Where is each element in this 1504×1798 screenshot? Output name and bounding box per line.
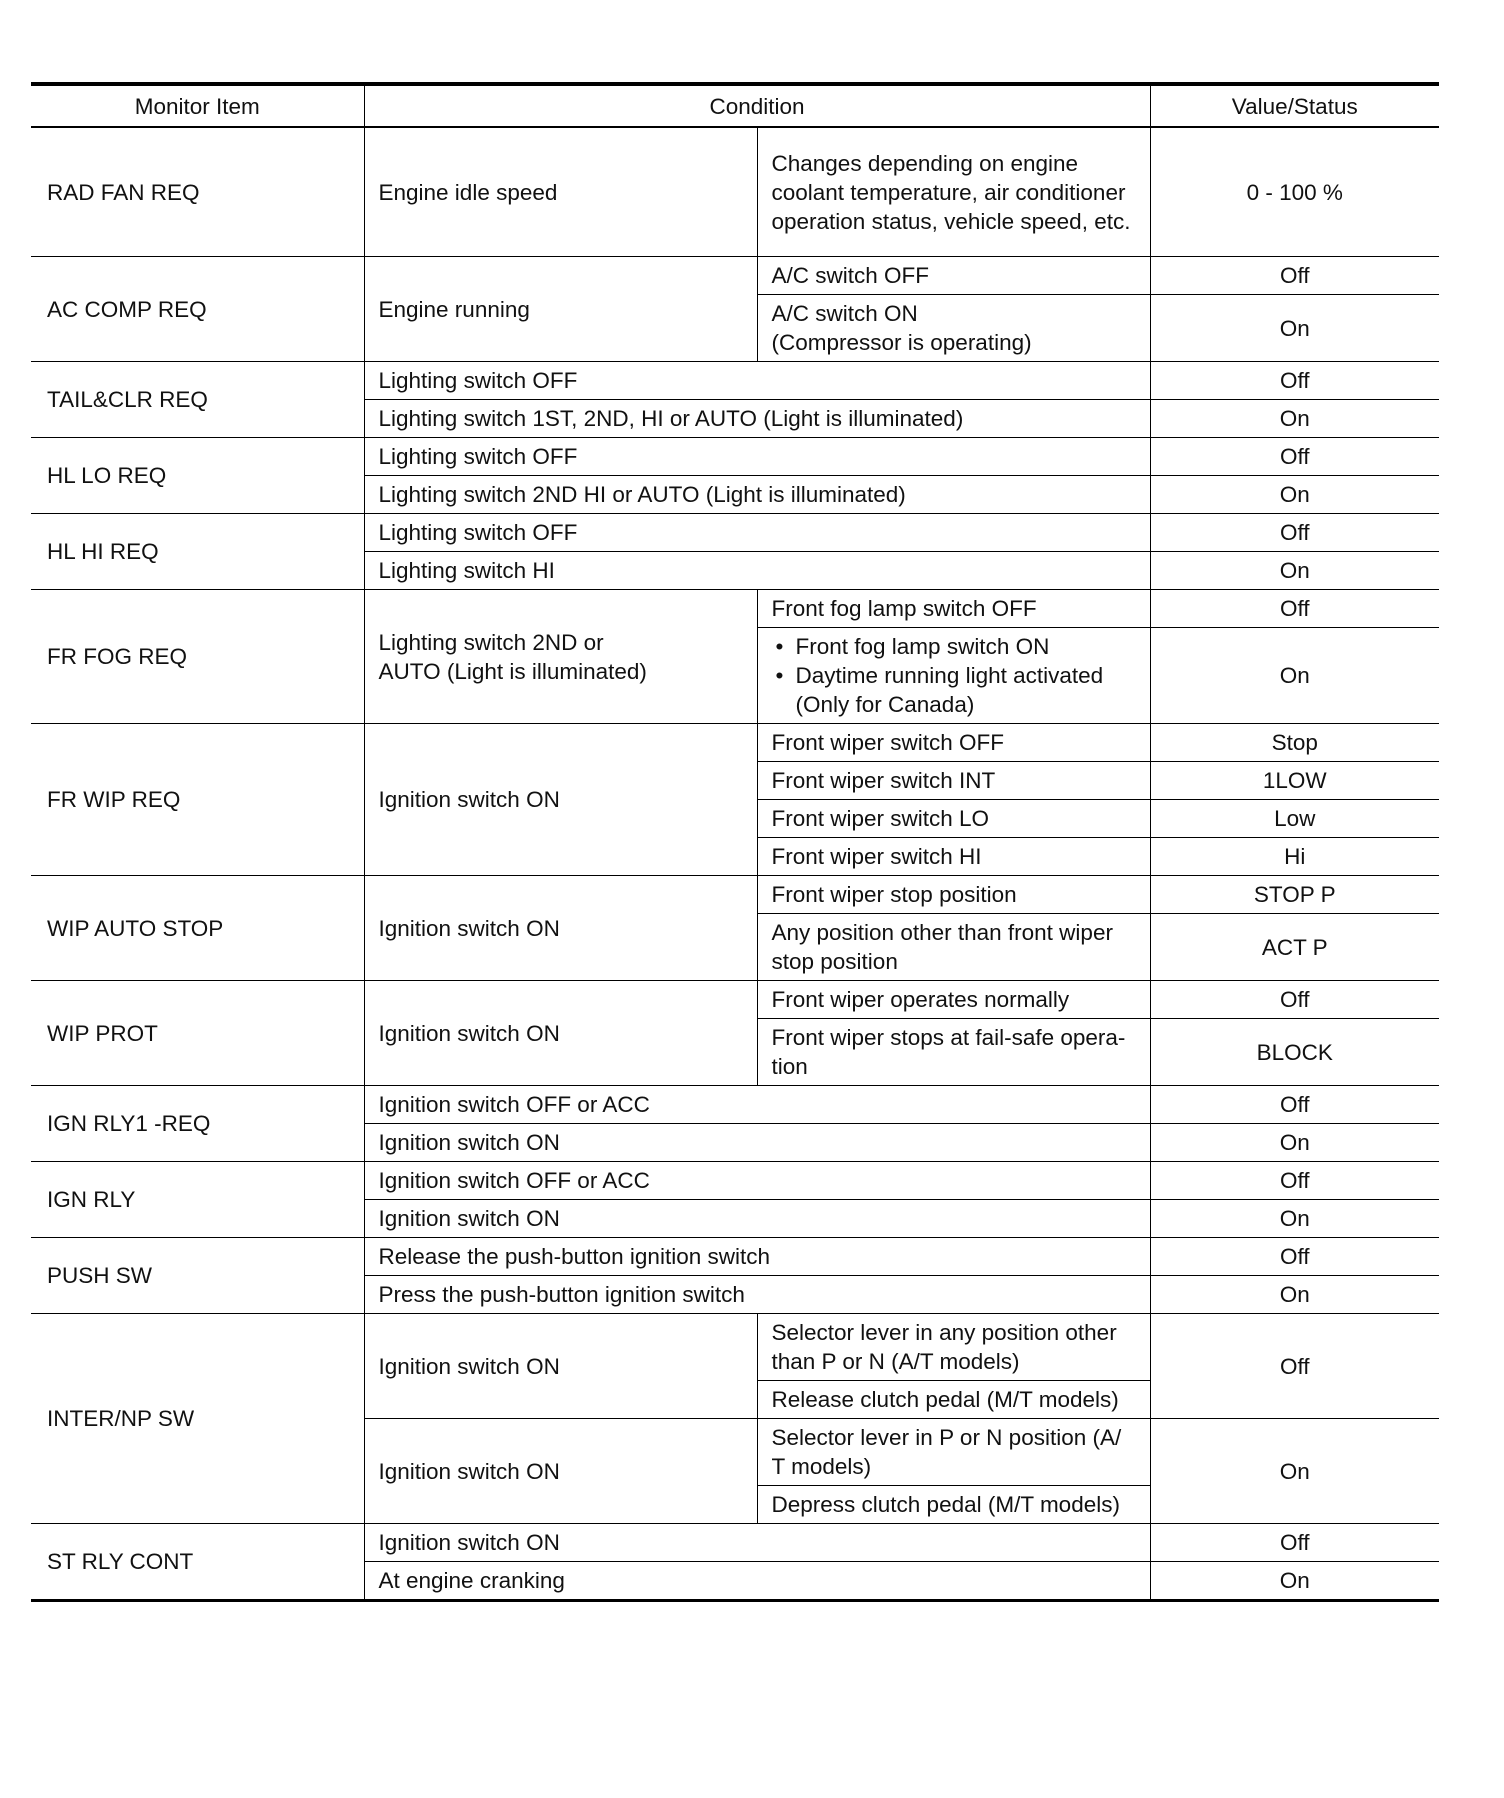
value-cell: On [1150,1200,1439,1238]
condition-cell: Engine idle speed [364,127,757,257]
monitor-item-cell: RAD FAN REQ [31,127,364,257]
condition-cell: Ignition switch OFF or ACC [364,1086,1150,1124]
bullet-list [772,632,1136,719]
condition-cell: Ignition switch ON [364,981,757,1086]
table-row [31,981,1439,1019]
monitor-item-cell: TAIL&CLR REQ [31,362,364,438]
header-monitor-item: Monitor Item [31,84,364,127]
sub-condition-cell: A/C switch OFF [757,257,1150,295]
sub-condition-cell: Front wiper switch HI [757,838,1150,876]
value-cell: Hi [1150,838,1439,876]
value-cell: On [1150,400,1439,438]
sub-condition-cell: Front wiper switch OFF [757,724,1150,762]
monitor-item-cell: IGN RLY [31,1162,364,1238]
sub-condition-line: A/C switch ON [771,301,918,326]
table-row [31,257,1439,295]
condition-line: Lighting switch 2ND or [378,629,604,655]
table-row [31,514,1439,552]
condition-cell [364,590,757,724]
value-cell: Off [1150,1314,1439,1419]
condition-cell: Lighting switch OFF [364,362,1150,400]
condition-cell: Lighting switch OFF [364,438,1150,476]
value-cell: Off [1150,257,1439,295]
monitor-item-cell: ST RLY CONT [31,1524,364,1601]
condition-cell: Ignition switch OFF or ACC [364,1162,1150,1200]
condition-cell: At engine cranking [364,1562,1150,1601]
monitor-item-cell: IGN RLY1 -REQ [31,1086,364,1162]
condition-line: AUTO (Light is illuminated) [378,658,647,684]
value-cell: On [1150,1562,1439,1601]
monitor-item-table [31,82,1439,1602]
table-row [31,1086,1439,1124]
value-cell: On [1150,1419,1439,1524]
value-cell: Off [1150,438,1439,476]
sub-condition-cell: Front wiper switch LO [757,800,1150,838]
value-cell: 0 - 100 % [1150,127,1439,257]
condition-cell: Ignition switch ON [364,1419,757,1524]
value-cell: Low [1150,800,1439,838]
value-cell: BLOCK [1150,1019,1439,1086]
table-row [31,724,1439,762]
table-row [31,1524,1439,1562]
value-cell: Off [1150,590,1439,628]
condition-cell: Ignition switch ON [364,876,757,981]
condition-cell: Ignition switch ON [364,1524,1150,1562]
sub-condition-cell [757,295,1150,362]
value-cell: On [1150,1276,1439,1314]
header-value-status: Value/Status [1150,84,1439,127]
monitor-item-cell: HL HI REQ [31,514,364,590]
value-cell: STOP P [1150,876,1439,914]
value-cell: On [1150,1124,1439,1162]
condition-cell: Ignition switch ON [364,724,757,876]
value-cell: Off [1150,1524,1439,1562]
monitor-item-table-sheet [31,82,1439,1602]
value-cell: Off [1150,514,1439,552]
table-row [31,590,1439,628]
monitor-item-cell: AC COMP REQ [31,257,364,362]
condition-cell: Ignition switch ON [364,1200,1150,1238]
sub-condition-cell: Front wiper stops at fail-safe opera-tion [757,1019,1150,1086]
sub-condition-cell: Changes depending on engine coolant temperature, air conditioner operation status, vehicle speed, etc. [757,127,1150,257]
sub-condition-cell: Front wiper operates normally [757,981,1150,1019]
condition-cell: Lighting switch 1ST, 2ND, HI or AUTO (Light is illuminated) [364,400,1150,438]
sub-condition-cell: Any position other than front wiper stop position [757,914,1150,981]
table-row [31,1238,1439,1276]
table-row [31,876,1439,914]
value-cell: On [1150,628,1439,724]
sub-condition-cell: Selector lever in P or N position (A/ T models) [757,1419,1150,1486]
monitor-item-cell: FR WIP REQ [31,724,364,876]
condition-cell: Ignition switch ON [364,1124,1150,1162]
sub-condition-cell: Front fog lamp switch OFF [757,590,1150,628]
table-header-row [31,84,1439,127]
value-cell: On [1150,476,1439,514]
monitor-item-cell: INTER/NP SW [31,1314,364,1524]
bullet-item: • Daytime running light activated (Only for Canada) [796,661,1136,719]
header-condition: Condition [364,84,1150,127]
sub-condition-cell: Depress clutch pedal (M/T models) [757,1486,1150,1524]
table-row [31,127,1439,257]
value-cell: On [1150,552,1439,590]
condition-cell: Engine running [364,257,757,362]
value-cell: 1LOW [1150,762,1439,800]
monitor-item-cell: HL LO REQ [31,438,364,514]
table-row [31,438,1439,476]
condition-cell: Lighting switch HI [364,552,1150,590]
sub-condition-cell: Release clutch pedal (M/T models) [757,1381,1150,1419]
monitor-item-cell: WIP PROT [31,981,364,1086]
condition-cell: Press the push-button ignition switch [364,1276,1150,1314]
sub-condition-cell [757,628,1150,724]
table-row [31,362,1439,400]
table-row [31,1162,1439,1200]
value-cell: Off [1150,1238,1439,1276]
condition-cell: Ignition switch ON [364,1314,757,1419]
condition-cell: Lighting switch 2ND HI or AUTO (Light is illuminated) [364,476,1150,514]
sub-condition-cell: Selector lever in any position other than P or N (A/T models) [757,1314,1150,1381]
value-cell: Off [1150,1162,1439,1200]
condition-cell: Lighting switch OFF [364,514,1150,552]
value-cell: Off [1150,362,1439,400]
sub-condition-line: (Compressor is operating) [771,330,1032,355]
condition-cell: Release the push-button ignition switch [364,1238,1150,1276]
value-cell: ACT P [1150,914,1439,981]
sub-condition-cell: Front wiper stop position [757,876,1150,914]
value-cell: On [1150,295,1439,362]
sub-condition-cell: Front wiper switch INT [757,762,1150,800]
monitor-item-cell: FR FOG REQ [31,590,364,724]
value-cell: Off [1150,1086,1439,1124]
value-cell: Stop [1150,724,1439,762]
value-cell: Off [1150,981,1439,1019]
monitor-item-cell: WIP AUTO STOP [31,876,364,981]
monitor-item-cell: PUSH SW [31,1238,364,1314]
table-row [31,1314,1439,1381]
bullet-item: • Front fog lamp switch ON [796,632,1136,661]
